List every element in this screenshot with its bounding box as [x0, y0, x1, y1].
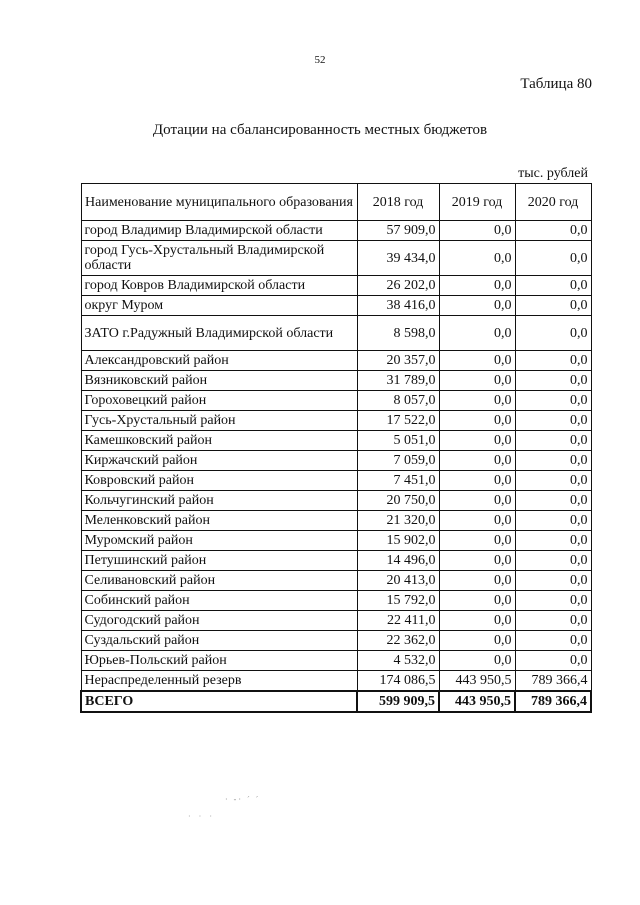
value-2019: 0,0 [439, 276, 515, 296]
municipality-name: Юрьев-Польский район [81, 651, 357, 671]
value-2020: 0,0 [515, 371, 591, 391]
value-2020: 0,0 [515, 611, 591, 631]
table-row [81, 571, 591, 591]
table-row [81, 671, 591, 692]
value-2019: 443 950,5 [439, 671, 515, 692]
value-2020: 0,0 [515, 511, 591, 531]
value-2020: 0,0 [515, 316, 591, 351]
value-2018: 21 320,0 [357, 511, 439, 531]
value-2019: 0,0 [439, 316, 515, 351]
municipality-name: город Гусь-Хрустальный Владимирской области [81, 241, 357, 276]
value-2019: 0,0 [439, 491, 515, 511]
municipality-name: Ковровский район [81, 471, 357, 491]
total-label: ВСЕГО [81, 691, 357, 712]
value-2020: 0,0 [515, 276, 591, 296]
total-2019: 443 950,5 [439, 691, 515, 712]
value-2019: 0,0 [439, 471, 515, 491]
value-2019: 0,0 [439, 531, 515, 551]
table-row [81, 371, 591, 391]
municipality-name: город Ковров Владимирской области [81, 276, 357, 296]
table-row [81, 316, 591, 351]
value-2020: 789 366,4 [515, 671, 591, 692]
value-2020: 0,0 [515, 451, 591, 471]
pen-mark: · · · [188, 812, 215, 821]
municipality-name: Суздальский район [81, 631, 357, 651]
table-row [81, 221, 591, 241]
pen-mark: · -· ´ ´ [225, 795, 261, 804]
value-2020: 0,0 [515, 491, 591, 511]
value-2018: 57 909,0 [357, 221, 439, 241]
table-row [81, 411, 591, 431]
value-2020: 0,0 [515, 411, 591, 431]
municipality-name: округ Муром [81, 296, 357, 316]
value-2019: 0,0 [439, 571, 515, 591]
table-row [81, 591, 591, 611]
table-row [81, 511, 591, 531]
table-header-row [81, 184, 591, 221]
value-2018: 38 416,0 [357, 296, 439, 316]
value-2018: 39 434,0 [357, 241, 439, 276]
table-row [81, 391, 591, 411]
value-2019: 0,0 [439, 511, 515, 531]
value-2019: 0,0 [439, 431, 515, 451]
table-row [81, 351, 591, 371]
municipality-name: Вязниковский район [81, 371, 357, 391]
value-2018: 14 496,0 [357, 551, 439, 571]
value-2019: 0,0 [439, 241, 515, 276]
column-header-name: Наименование муниципального образования [81, 184, 357, 221]
table-row [81, 471, 591, 491]
municipality-name: ЗАТО г.Радужный Владимирской области [81, 316, 357, 351]
value-2020: 0,0 [515, 551, 591, 571]
value-2020: 0,0 [515, 391, 591, 411]
value-2019: 0,0 [439, 371, 515, 391]
value-2018: 7 451,0 [357, 471, 439, 491]
table-row [81, 241, 591, 276]
value-2020: 0,0 [515, 471, 591, 491]
value-2019: 0,0 [439, 296, 515, 316]
value-2020: 0,0 [515, 571, 591, 591]
total-row [81, 691, 591, 712]
column-header-2018: 2018 год [357, 184, 439, 221]
value-2018: 20 750,0 [357, 491, 439, 511]
value-2019: 0,0 [439, 351, 515, 371]
value-2018: 174 086,5 [357, 671, 439, 692]
table-row [81, 276, 591, 296]
value-2018: 4 532,0 [357, 651, 439, 671]
table-row [81, 296, 591, 316]
value-2019: 0,0 [439, 591, 515, 611]
value-2020: 0,0 [515, 351, 591, 371]
value-2018: 20 413,0 [357, 571, 439, 591]
units-label: тыс. рублей [518, 166, 588, 181]
municipality-name: Александровский район [81, 351, 357, 371]
table-row [81, 651, 591, 671]
value-2018: 8 057,0 [357, 391, 439, 411]
table-row [81, 531, 591, 551]
value-2018: 17 522,0 [357, 411, 439, 431]
table-row [81, 431, 591, 451]
page-number: 52 [314, 54, 326, 66]
municipality-name: Гусь-Хрустальный район [81, 411, 357, 431]
column-header-2019: 2019 год [439, 184, 515, 221]
value-2018: 5 051,0 [357, 431, 439, 451]
value-2018: 15 792,0 [357, 591, 439, 611]
value-2018: 15 902,0 [357, 531, 439, 551]
value-2018: 22 411,0 [357, 611, 439, 631]
subsidies-table [80, 183, 592, 713]
municipality-name: Селивановский район [81, 571, 357, 591]
municipality-name: Собинский район [81, 591, 357, 611]
document-title: Дотации на сбалансированность местных бюджетов [152, 122, 488, 138]
value-2020: 0,0 [515, 221, 591, 241]
table-row [81, 551, 591, 571]
municipality-name: Киржачский район [81, 451, 357, 471]
municipality-name: Гороховецкий район [81, 391, 357, 411]
value-2019: 0,0 [439, 391, 515, 411]
value-2020: 0,0 [515, 241, 591, 276]
column-header-2020: 2020 год [515, 184, 591, 221]
value-2018: 8 598,0 [357, 316, 439, 351]
value-2018: 20 357,0 [357, 351, 439, 371]
value-2020: 0,0 [515, 531, 591, 551]
table-row [81, 631, 591, 651]
value-2019: 0,0 [439, 631, 515, 651]
municipality-name: Муромский район [81, 531, 357, 551]
municipality-name: Нераспределенный резерв [81, 671, 357, 692]
table-row [81, 611, 591, 631]
value-2018: 31 789,0 [357, 371, 439, 391]
value-2019: 0,0 [439, 451, 515, 471]
table-row [81, 451, 591, 471]
value-2018: 22 362,0 [357, 631, 439, 651]
municipality-name: Меленковский район [81, 511, 357, 531]
value-2019: 0,0 [439, 411, 515, 431]
value-2018: 7 059,0 [357, 451, 439, 471]
value-2019: 0,0 [439, 221, 515, 241]
total-2018: 599 909,5 [357, 691, 439, 712]
municipality-name: Петушинский район [81, 551, 357, 571]
value-2020: 0,0 [515, 296, 591, 316]
value-2019: 0,0 [439, 651, 515, 671]
value-2018: 26 202,0 [357, 276, 439, 296]
municipality-name: город Владимир Владимирской области [81, 221, 357, 241]
value-2019: 0,0 [439, 551, 515, 571]
table-label: Таблица 80 [520, 76, 592, 92]
total-2020: 789 366,4 [515, 691, 591, 712]
value-2020: 0,0 [515, 631, 591, 651]
value-2020: 0,0 [515, 591, 591, 611]
municipality-name: Камешковский район [81, 431, 357, 451]
municipality-name: Судогодский район [81, 611, 357, 631]
value-2019: 0,0 [439, 611, 515, 631]
table-row [81, 491, 591, 511]
value-2020: 0,0 [515, 431, 591, 451]
municipality-name: Кольчугинский район [81, 491, 357, 511]
value-2020: 0,0 [515, 651, 591, 671]
